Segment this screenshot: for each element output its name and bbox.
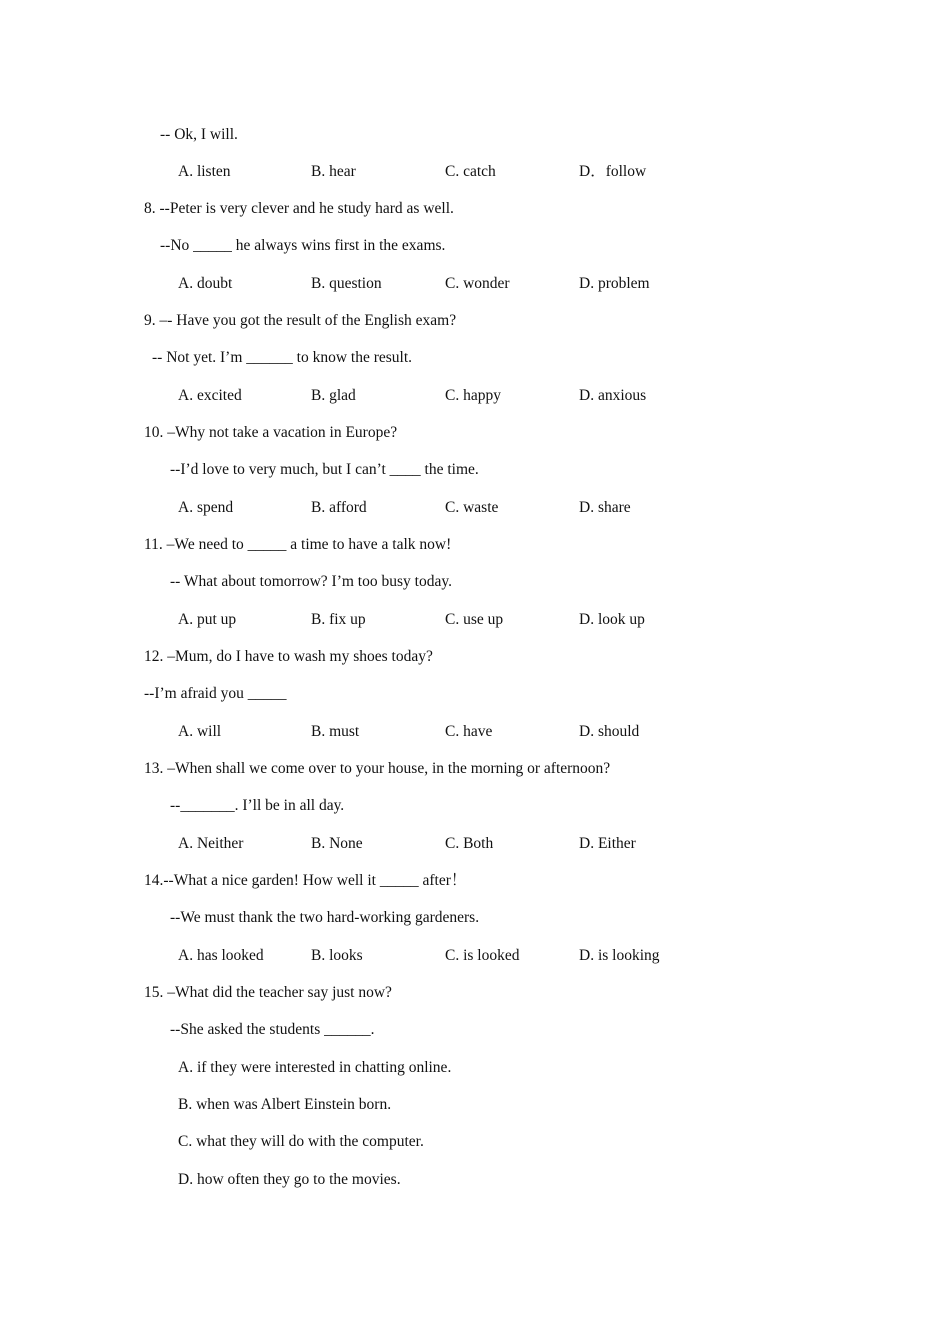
q15-option-b: B. when was Albert Einstein born. xyxy=(178,1096,392,1113)
q14-option-c: C. is looked xyxy=(445,947,520,964)
q10-option-b: B. afford xyxy=(311,499,367,516)
q15-response: --She asked the students ______. xyxy=(170,1021,375,1038)
q15-option-c: C. what they will do with the computer. xyxy=(178,1133,424,1150)
q12-question: 12. –Mum, do I have to wash my shoes today? xyxy=(144,648,433,665)
q10-option-a: A. spend xyxy=(178,499,234,516)
q11-option-c: C. use up xyxy=(445,611,504,628)
q8-option-d: D. problem xyxy=(579,275,650,292)
q14-question: 14.--What a nice garden! How well it _____ after！ xyxy=(144,872,467,889)
q12-option-c: C. have xyxy=(445,723,493,740)
q8-response: --No _____ he always wins first in the exams. xyxy=(160,237,446,254)
q9-option-b: B. glad xyxy=(311,387,356,404)
q10-question: 10. –Why not take a vacation in Europe? xyxy=(144,424,398,441)
q13-question: 13. –When shall we come over to your house, in the morning or afternoon? xyxy=(144,760,611,777)
q13-option-c: C. Both xyxy=(445,835,494,852)
q14-option-b: B. looks xyxy=(311,947,363,964)
q11-question: 11. –We need to _____ a time to have a talk now! xyxy=(144,536,452,553)
q11-option-b: B. fix up xyxy=(311,611,366,628)
q13-option-d: D. Either xyxy=(579,835,636,852)
q7-option-b: B. hear xyxy=(311,163,356,180)
q14-response: --We must thank the two hard-working gardeners. xyxy=(170,909,480,926)
q13-response: --_______. I’ll be in all day. xyxy=(170,797,345,814)
q15-option-a: A. if they were interested in chatting online. xyxy=(178,1059,452,1076)
q9-option-a: A. excited xyxy=(178,387,242,404)
q7-option-a: A. listen xyxy=(178,163,231,180)
q12-option-d: D. should xyxy=(579,723,640,740)
q12-option-b: B. must xyxy=(311,723,360,740)
q11-response: -- What about tomorrow? I’m too busy today. xyxy=(170,573,452,590)
q11-option-d: D. look up xyxy=(579,611,645,628)
q7-response: -- Ok, I will. xyxy=(160,126,238,143)
q10-response: --I’d love to very much, but I can’t ____ the time. xyxy=(170,461,479,478)
q10-option-c: C. waste xyxy=(445,499,499,516)
q9-option-d: D. anxious xyxy=(579,387,647,404)
q9-response: -- Not yet. I’m ______ to know the result. xyxy=(152,349,413,366)
q8-option-c: C. wonder xyxy=(445,275,510,292)
q10-option-d: D. share xyxy=(579,499,631,516)
q12-option-a: A. will xyxy=(178,723,222,740)
q13-option-a: A. Neither xyxy=(178,835,244,852)
q14-option-a: A. has looked xyxy=(178,947,264,964)
q7-option-c: C. catch xyxy=(445,163,496,180)
q9-option-c: C. happy xyxy=(445,387,501,404)
q14-option-d: D. is looking xyxy=(579,947,660,964)
q15-question: 15. –What did the teacher say just now? xyxy=(144,984,392,1001)
q12-response: --I’m afraid you _____ xyxy=(144,685,287,702)
q13-option-b: B. None xyxy=(311,835,363,852)
q15-option-d: D. how often they go to the movies. xyxy=(178,1171,401,1188)
q8-option-a: A. doubt xyxy=(178,275,233,292)
q11-option-a: A. put up xyxy=(178,611,237,628)
q7-option-d: D．follow xyxy=(579,163,647,180)
q9-question: 9. –- Have you got the result of the English exam? xyxy=(144,312,457,329)
q8-question: 8. --Peter is very clever and he study hard as well. xyxy=(144,200,454,217)
q8-option-b: B. question xyxy=(311,275,382,292)
